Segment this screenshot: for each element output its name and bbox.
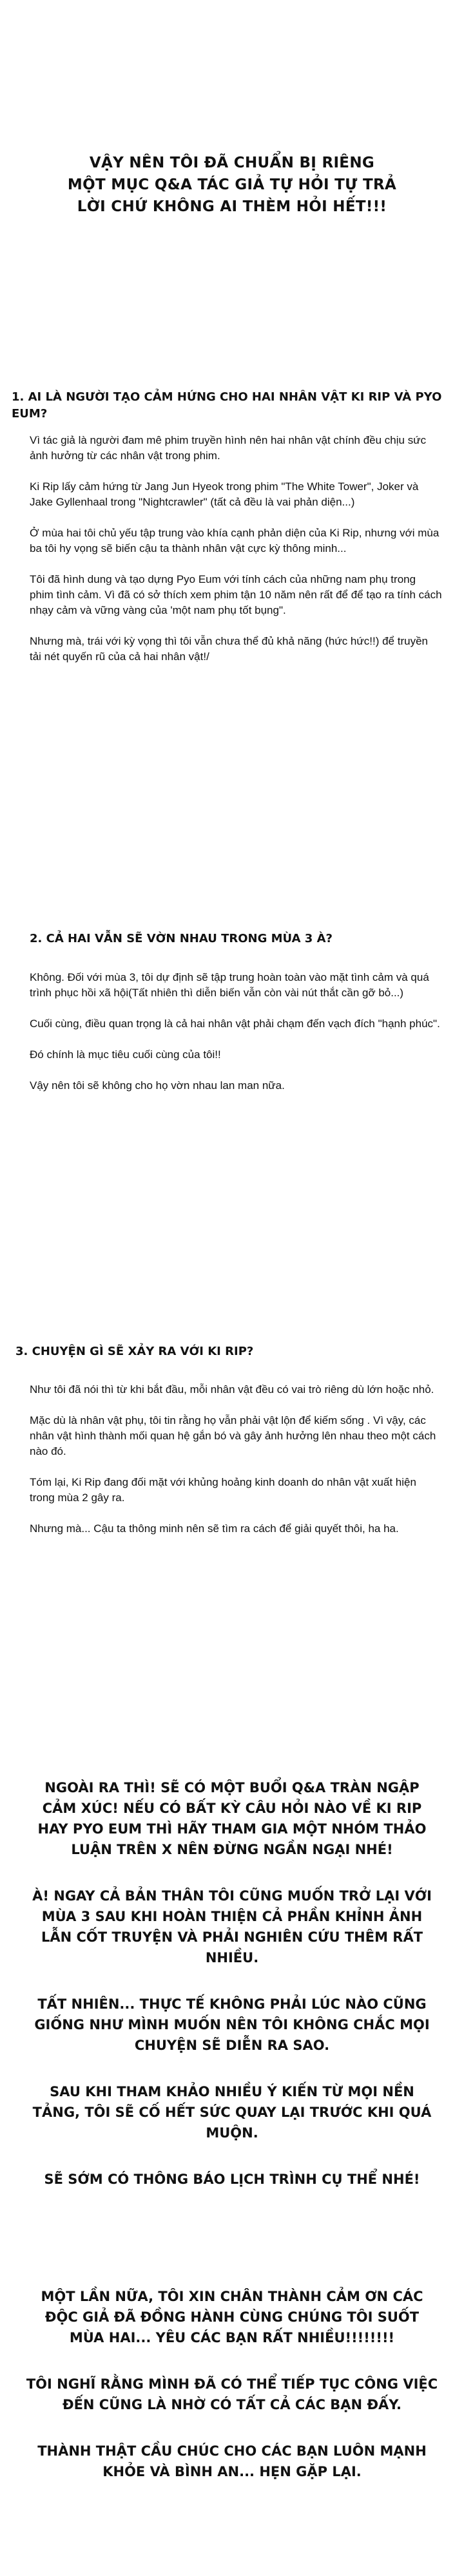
question-2-answer <box>30 970 442 1109</box>
announcement-paragraph: TẤT NHIÊN... THỰC TẾ KHÔNG PHẢI LÚC NÀO CŨNG GIỐNG NHƯ MÌNH MUỐN NÊN TÔI KHÔNG CHẮC MỌI CHUYỆN SẼ DIỄN RA SAO. <box>34 1996 430 2053</box>
answer-paragraph: Tóm lại, Ki Rip đang đối mặt với khủng hoảng kinh doanh do nhân vật xuất hiện trong mùa 2 gây ra. <box>30 1476 416 1504</box>
intro-heading <box>39 152 425 218</box>
answer-paragraph: Vì tác giả là người đam mê phim truyền hình nên hai nhân vật chính đều chịu sức ảnh hưởng từ các nhân vật trong phim. <box>30 434 427 462</box>
intro-line: VẬY NÊN TÔI ĐÃ CHUẨN BỊ RIÊNG <box>89 155 375 171</box>
announcement-paragraph: SẼ SỚM CÓ THÔNG BÁO LỊCH TRÌNH CỤ THỂ NHÉ! <box>44 2172 420 2187</box>
answer-paragraph: Không. Đối với mùa 3, tôi dự định sẽ tập trung hoàn toàn vào mặt tình cảm và quá trình phục hồi xã hội(Tất nhiên thì diễn biến vẫn còn vài nút thắt cần gỡ bỏ...) <box>30 971 429 999</box>
question-1-answer <box>30 433 442 680</box>
answer-paragraph: Vậy nên tôi sẽ không cho họ vờn nhau lan man nữa. <box>30 1079 285 1092</box>
answer-paragraph: Tôi đã hình dung và tạo dựng Pyo Eum với tính cách của những nam phụ trong phim tình cảm. Vì đã có sở thích xem phim tận 10 năm nên rất để để tạo ra tính cách nhạy cảm và vững vàng của 'một nam phụ tốt bụng". <box>30 573 442 616</box>
announcement-paragraph: SAU KHI THAM KHẢO NHIỀU Ý KIẾN TỪ MỌI NỀN TẢNG, TÔI SẼ CỐ HẾT SỨC QUAY LẠI TRƯỚC KHI QUÁ MUỘN. <box>32 2084 432 2141</box>
thanks-paragraph: TÔI NGHĨ RẰNG MÌNH ĐÃ CÓ THỂ TIẾP TỤC CÔNG VIỆC ĐẾN CŨNG LÀ NHỜ CÓ TẤT CẢ CÁC BẠN ĐẤY. <box>26 2376 438 2412</box>
question-2-title: 2. CẢ HAI VẪN SẼ VỜN NHAU TRONG MÙA 3 À? <box>30 932 333 945</box>
answer-paragraph: Ở mùa hai tôi chủ yếu tập trung vào khía cạnh phản diện của Ki Rip, nhưng với mùa ba tôi hy vọng sẽ biến cậu ta thành nhân vật cực kỳ thông minh... <box>30 527 440 554</box>
intro-line: LỜI CHỨ KHÔNG AI THÈM HỎI HẾT!!! <box>77 198 387 215</box>
announcement-paragraph: À! NGAY CẢ BẢN THÂN TÔI CŨNG MUỐN TRỞ LẠI VỚI MÙA 3 SAU KHI HOÀN THIỆN CẢ PHẦN KHỈNH ẢNH LẪN CỐT TRUYỆN VÀ PHẢI NGHIÊN CỨU THÊM RẤT NHIỀU. <box>32 1888 432 1965</box>
announcement-paragraph: NGOÀI RA THÌ! SẼ CÓ MỘT BUỔI Q&A TRÀN NGẬP CẢM XÚC! NẾU CÓ BẤT KỲ CÂU HỎI NÀO VỀ KI RIP HAY PYO EUM THÌ HÃY THAM GIA MỘT NHÓM THẢO LUẬN TRÊN X NÊN ĐỪNG NGẦN NGẠI NHÉ! <box>37 1780 427 1857</box>
announcement-block <box>26 1777 438 2215</box>
intro-line: MỘT MỤC Q&A TÁC GIẢ TỰ HỎI TỰ TRẢ <box>67 176 397 193</box>
answer-paragraph: Nhưng mà... Cậu ta thông minh nên sẽ tìm ra cách để giải quyết thôi, ha ha. <box>30 1522 399 1535</box>
answer-paragraph: Đó chính là mục tiêu cuối cùng của tôi!! <box>30 1048 221 1061</box>
answer-paragraph: Ki Rip lấy cảm hứng từ Jang Jun Hyeok trong phim "The White Tower", Joker và Jake Gyllenhaal trong "Nightcrawler" (tất cả đều là vai phản diện...) <box>30 480 419 508</box>
question-3-title: 3. CHUYỆN GÌ SẼ XẢY RA VỚI KI RIP? <box>15 1345 254 1358</box>
question-3-answer <box>30 1382 442 1552</box>
thanks-paragraph: THÀNH THẬT CẦU CHÚC CHO CÁC BẠN LUÔN MẠNH KHỎE VÀ BÌNH AN... HẸN GẶP LẠI. <box>37 2443 427 2479</box>
answer-paragraph: Như tôi đã nói thì từ khi bắt đầu, mỗi nhân vật đều có vai trò riêng dù lớn hoặc nhỏ. <box>30 1383 434 1396</box>
answer-paragraph: Cuối cùng, điều quan trọng là cả hai nhân vật phải chạm đến vạch đích "hạnh phúc". <box>30 1018 440 1030</box>
thanks-block <box>26 2286 438 2508</box>
thanks-paragraph: MỘT LẦN NỮA, TÔI XIN CHÂN THÀNH CẢM ƠN CÁC ĐỘC GIẢ ĐÃ ĐỒNG HÀNH CÙNG CHÚNG TÔI SUỐT MÙA HAI... YÊU CÁC BẠN RẤT NHIỀU!!!!!!!! <box>41 2289 423 2345</box>
answer-paragraph: Nhưng mà, trái với kỳ vọng thì tôi vẫn chưa thể đủ khả năng (hức hức!!) để truyền tải nét quyến rũ của cả hai nhân vật!/ <box>30 635 428 663</box>
answer-paragraph: Mặc dù là nhân vật phụ, tôi tin rằng họ vẫn phải vật lộn để kiếm sống . Vì vậy, các nhân vật hình thành mối quan hệ gắn bó và gây ảnh hưởng lên nhau theo một cách nào đó. <box>30 1414 436 1457</box>
question-1-title: 1. AI LÀ NGƯỜI TẠO CẢM HỨNG CHO HAI NHÂN VẬT KI RIP VÀ PYO EUM? <box>12 390 442 421</box>
